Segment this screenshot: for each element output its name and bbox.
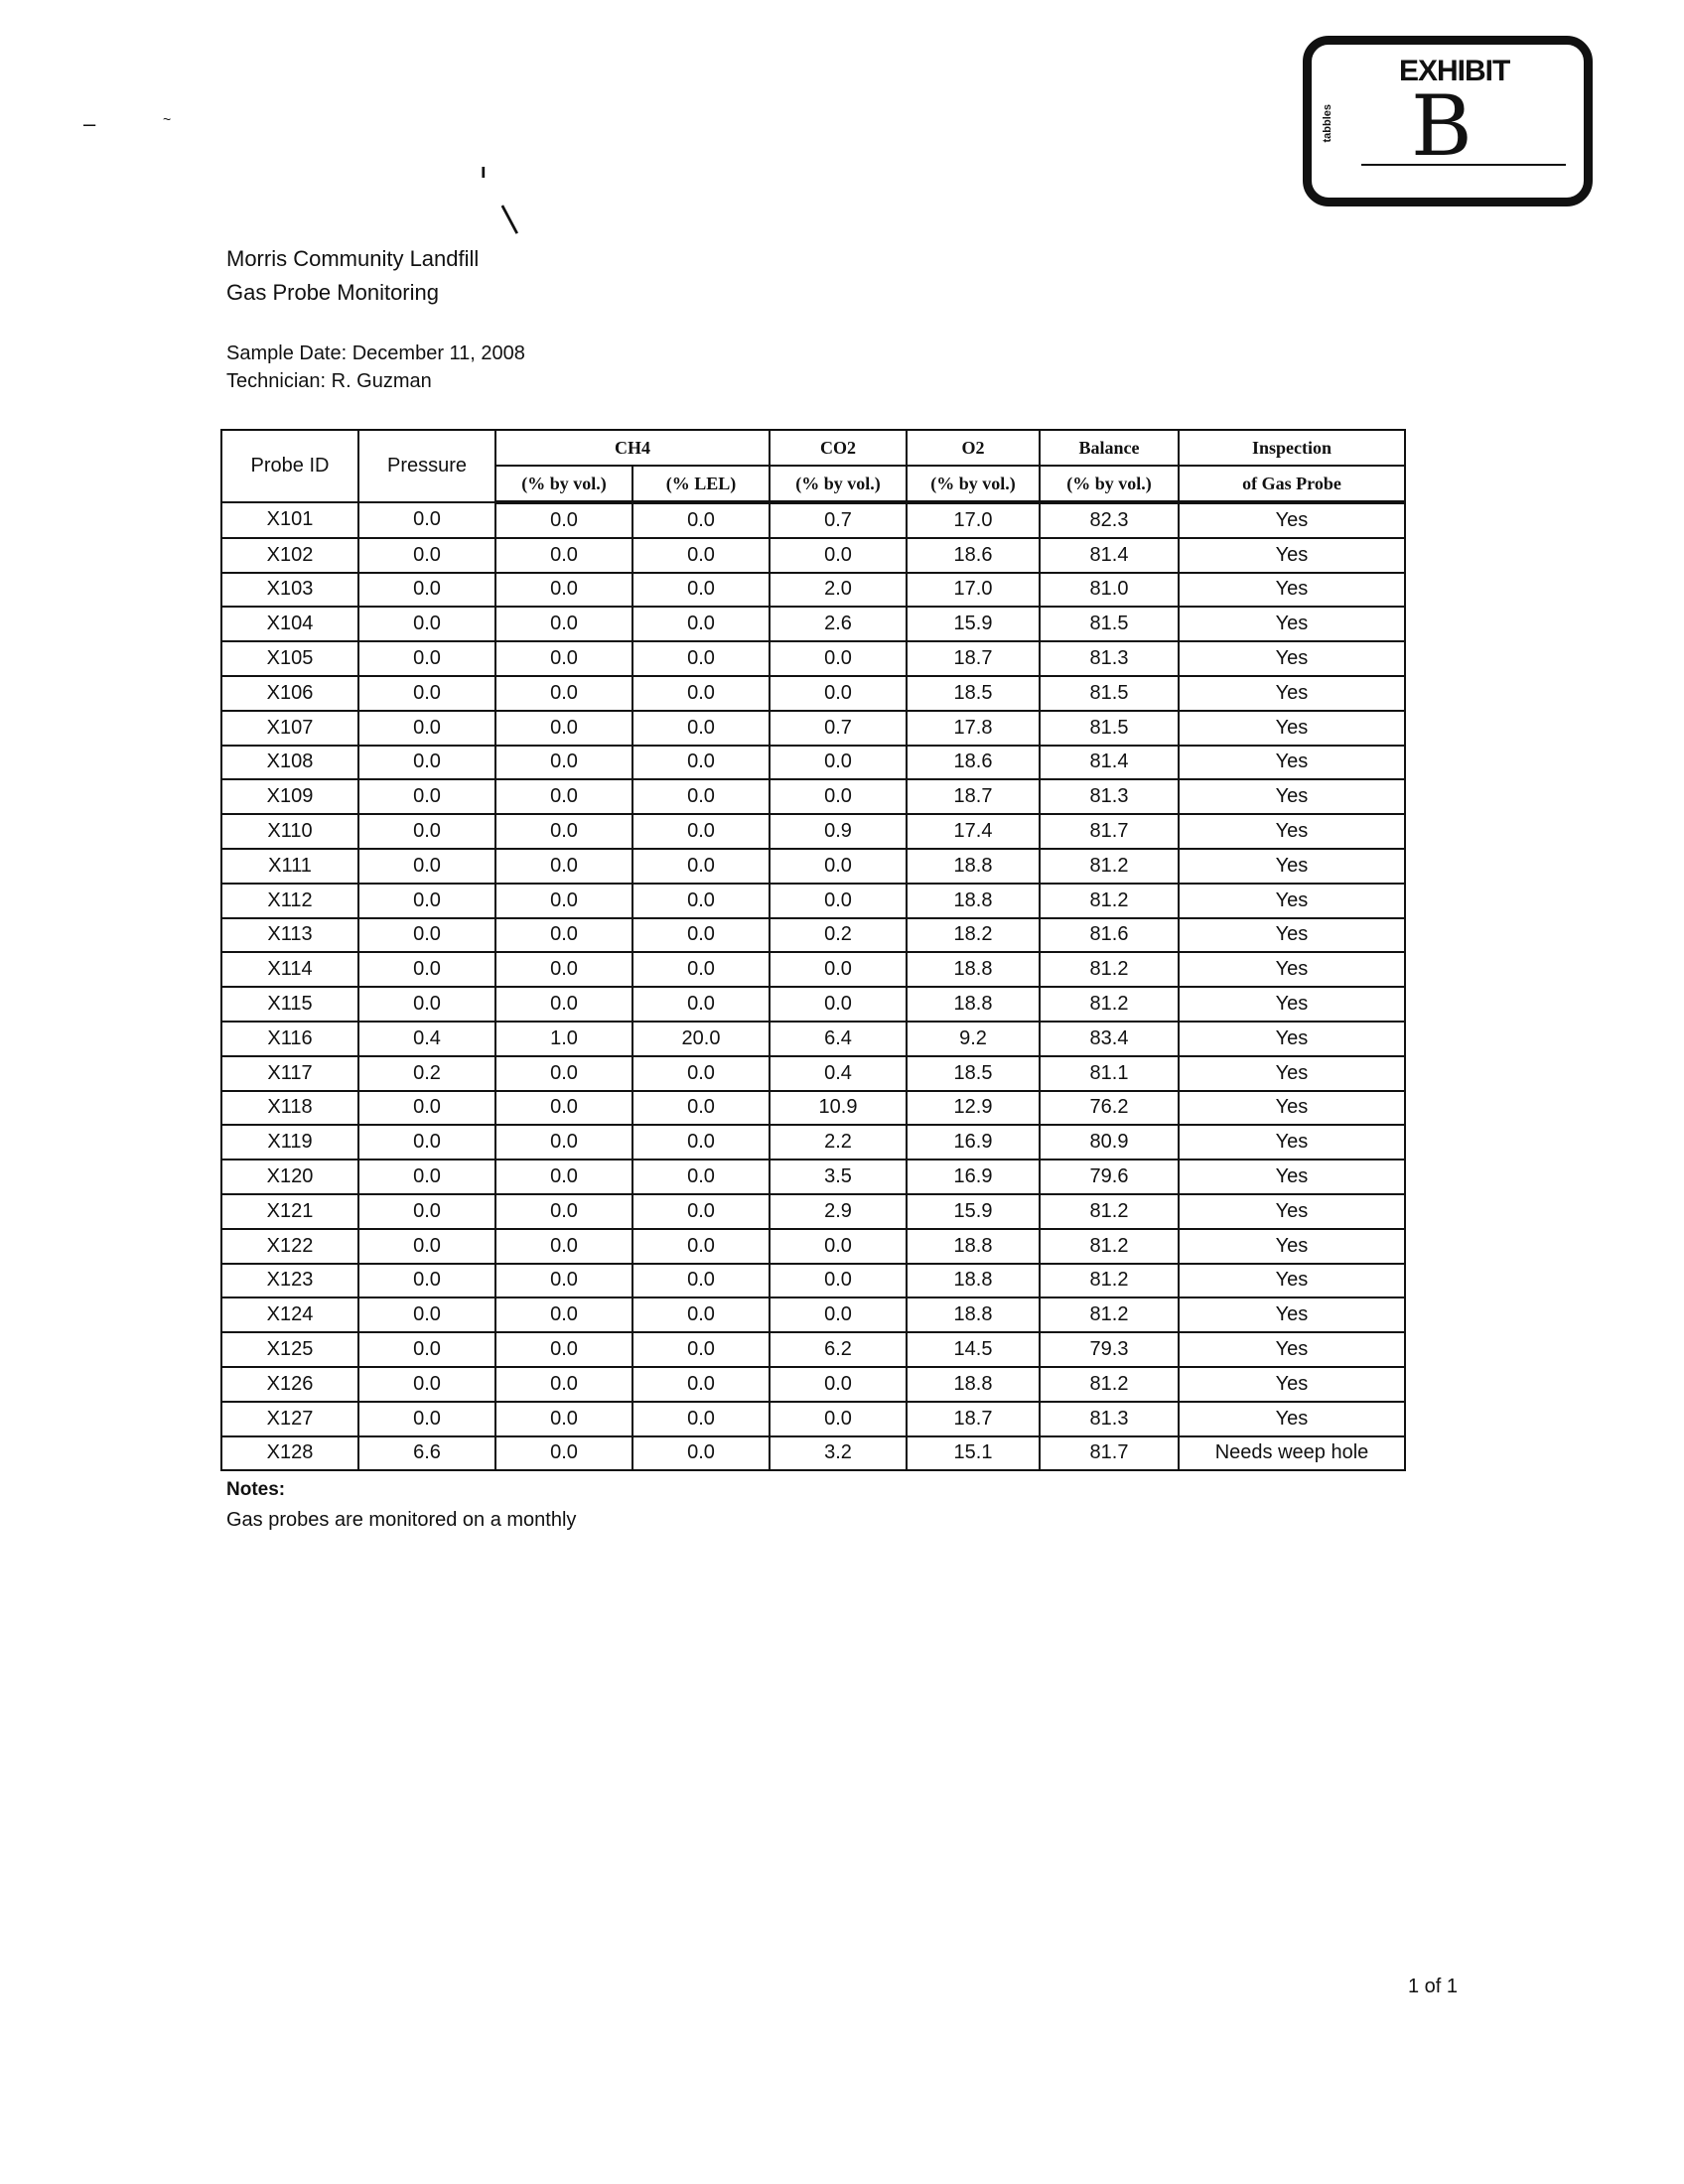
exhibit-title: EXHIBIT [1399,55,1510,87]
cell-co2: 10.9 [770,1091,907,1126]
cell-balance: 81.4 [1040,746,1179,780]
cell-co2: 0.7 [770,711,907,746]
cell-balance: 81.2 [1040,1367,1179,1402]
cell-pressure: 0.0 [358,1160,495,1194]
table-row [221,1194,1405,1229]
cell-pressure: 0.0 [358,1264,495,1298]
cell-ch4-vol: 0.0 [495,1229,632,1264]
cell-probe-id: X108 [221,746,358,780]
cell-inspection: Yes [1179,607,1405,641]
cell-inspection: Yes [1179,1194,1405,1229]
cell-inspection: Yes [1179,1297,1405,1332]
cell-ch4-vol: 0.0 [495,746,632,780]
cell-o2: 16.9 [907,1160,1040,1194]
header-ch4-vol: (% by vol.) [495,466,632,502]
cell-pressure: 0.0 [358,746,495,780]
cell-o2: 18.8 [907,884,1040,918]
cell-ch4-vol: 0.0 [495,918,632,953]
cell-o2: 18.8 [907,1297,1040,1332]
cell-balance: 81.2 [1040,1194,1179,1229]
cell-inspection: Yes [1179,1332,1405,1367]
cell-co2: 2.0 [770,573,907,608]
cell-inspection: Yes [1179,814,1405,849]
cell-co2: 0.2 [770,918,907,953]
cell-balance: 81.2 [1040,1229,1179,1264]
cell-o2: 18.5 [907,676,1040,711]
table-row [221,1160,1405,1194]
cell-ch4-lel: 0.0 [632,814,770,849]
cell-inspection: Yes [1179,1402,1405,1436]
cell-ch4-lel: 0.0 [632,1264,770,1298]
cell-ch4-lel: 0.0 [632,952,770,987]
cell-pressure: 0.0 [358,1125,495,1160]
cell-probe-id: X101 [221,502,358,538]
cell-probe-id: X128 [221,1436,358,1471]
table-row [221,607,1405,641]
cell-inspection: Yes [1179,746,1405,780]
cell-o2: 17.8 [907,711,1040,746]
cell-ch4-vol: 0.0 [495,814,632,849]
cell-pressure: 0.0 [358,1091,495,1126]
cell-ch4-vol: 0.0 [495,711,632,746]
cell-balance: 81.3 [1040,779,1179,814]
table-row [221,1125,1405,1160]
table-row [221,573,1405,608]
cell-co2: 0.0 [770,1229,907,1264]
table-row [221,1264,1405,1298]
table-row [221,1436,1405,1471]
cell-co2: 0.0 [770,987,907,1022]
cell-balance: 81.4 [1040,538,1179,573]
header-inspection: Inspection [1179,430,1405,466]
cell-inspection: Yes [1179,849,1405,884]
cell-co2: 2.6 [770,607,907,641]
cell-inspection: Yes [1179,918,1405,953]
exhibit-underline [1361,164,1566,166]
header-pressure: Pressure [358,430,495,502]
cell-co2: 0.0 [770,676,907,711]
cell-balance: 79.3 [1040,1332,1179,1367]
cell-o2: 15.9 [907,1194,1040,1229]
cell-co2: 0.0 [770,1367,907,1402]
cell-ch4-vol: 1.0 [495,1022,632,1056]
cell-co2: 0.0 [770,952,907,987]
cell-pressure: 0.0 [358,1367,495,1402]
cell-ch4-lel: 0.0 [632,676,770,711]
cell-probe-id: X122 [221,1229,358,1264]
cell-probe-id: X115 [221,987,358,1022]
cell-ch4-vol: 0.0 [495,1264,632,1298]
cell-o2: 18.7 [907,641,1040,676]
cell-co2: 0.0 [770,1402,907,1436]
cell-ch4-lel: 0.0 [632,538,770,573]
cell-ch4-vol: 0.0 [495,1194,632,1229]
cell-ch4-vol: 0.0 [495,538,632,573]
cell-ch4-lel: 0.0 [632,1160,770,1194]
cell-inspection: Yes [1179,884,1405,918]
cell-balance: 81.6 [1040,918,1179,953]
cell-pressure: 0.0 [358,849,495,884]
cell-ch4-vol: 0.0 [495,607,632,641]
cell-balance: 81.1 [1040,1056,1179,1091]
table-row [221,1229,1405,1264]
cell-ch4-lel: 0.0 [632,779,770,814]
cell-co2: 0.0 [770,746,907,780]
sample-date-label: Sample Date: [226,342,348,364]
cell-probe-id: X113 [221,918,358,953]
cell-ch4-vol: 0.0 [495,641,632,676]
cell-ch4-vol: 0.0 [495,779,632,814]
cell-o2: 18.2 [907,918,1040,953]
cell-o2: 18.8 [907,1367,1040,1402]
header-co2-vol: (% by vol.) [770,466,907,502]
cell-ch4-lel: 0.0 [632,1436,770,1471]
cell-ch4-lel: 0.0 [632,849,770,884]
sample-date-line [226,340,525,367]
header-o2: O2 [907,430,1040,466]
cell-pressure: 0.2 [358,1056,495,1091]
cell-ch4-vol: 0.0 [495,849,632,884]
table-row [221,1297,1405,1332]
cell-co2: 6.4 [770,1022,907,1056]
cell-probe-id: X109 [221,779,358,814]
header-o2-vol: (% by vol.) [907,466,1040,502]
table-row [221,779,1405,814]
cell-ch4-vol: 0.0 [495,1332,632,1367]
cell-o2: 18.6 [907,746,1040,780]
cell-pressure: 6.6 [358,1436,495,1471]
header-probe-id: Probe ID [221,430,358,502]
cell-probe-id: X124 [221,1297,358,1332]
cell-pressure: 0.0 [358,573,495,608]
table-row [221,538,1405,573]
cell-pressure: 0.4 [358,1022,495,1056]
header-inspection-sub: of Gas Probe [1179,466,1405,502]
cell-co2: 0.7 [770,502,907,538]
pen-mark: | [495,199,522,236]
cell-co2: 0.0 [770,1264,907,1298]
cell-o2: 9.2 [907,1022,1040,1056]
cell-ch4-vol: 0.0 [495,987,632,1022]
table-row [221,952,1405,987]
exhibit-letter: B [1411,77,1473,175]
table-row [221,1367,1405,1402]
cell-pressure: 0.0 [358,711,495,746]
cell-ch4-vol: 0.0 [495,1367,632,1402]
cell-ch4-vol: 0.0 [495,1091,632,1126]
cell-balance: 81.0 [1040,573,1179,608]
cell-co2: 0.0 [770,779,907,814]
table-header-row [221,430,1405,466]
table-row [221,1332,1405,1367]
table-row [221,1402,1405,1436]
cell-ch4-lel: 0.0 [632,1056,770,1091]
cell-pressure: 0.0 [358,952,495,987]
cell-inspection: Yes [1179,987,1405,1022]
cell-probe-id: X112 [221,884,358,918]
cell-inspection: Yes [1179,641,1405,676]
cell-ch4-lel: 0.0 [632,987,770,1022]
header-ch4: CH4 [495,430,770,466]
cell-balance: 81.5 [1040,711,1179,746]
cell-ch4-vol: 0.0 [495,573,632,608]
table-row [221,502,1405,538]
cell-ch4-lel: 0.0 [632,918,770,953]
cell-ch4-vol: 0.0 [495,952,632,987]
cell-inspection: Yes [1179,952,1405,987]
cell-inspection: Yes [1179,711,1405,746]
cell-ch4-vol: 0.0 [495,676,632,711]
cell-ch4-vol: 0.0 [495,884,632,918]
cell-o2: 18.8 [907,849,1040,884]
cell-o2: 18.7 [907,779,1040,814]
cell-pressure: 0.0 [358,987,495,1022]
cell-probe-id: X121 [221,1194,358,1229]
cell-balance: 83.4 [1040,1022,1179,1056]
cell-pressure: 0.0 [358,1229,495,1264]
cell-pressure: 0.0 [358,676,495,711]
table-row [221,884,1405,918]
cell-balance: 81.5 [1040,676,1179,711]
scan-mark: ~ [163,111,172,127]
document-subtitle: Gas Probe Monitoring [226,280,439,305]
cell-ch4-lel: 20.0 [632,1022,770,1056]
technician-value: R. Guzman [331,370,432,392]
cell-ch4-lel: 0.0 [632,1125,770,1160]
cell-o2: 17.0 [907,502,1040,538]
cell-probe-id: X120 [221,1160,358,1194]
cell-probe-id: X105 [221,641,358,676]
cell-co2: 3.2 [770,1436,907,1471]
cell-balance: 80.9 [1040,1125,1179,1160]
table-row [221,918,1405,953]
cell-balance: 81.7 [1040,1436,1179,1471]
cell-ch4-lel: 0.0 [632,1402,770,1436]
cell-ch4-lel: 0.0 [632,711,770,746]
scan-mark: ı [481,161,487,183]
cell-balance: 81.2 [1040,987,1179,1022]
cell-co2: 0.0 [770,641,907,676]
cell-balance: 81.2 [1040,849,1179,884]
cell-probe-id: X117 [221,1056,358,1091]
table-row [221,641,1405,676]
header-balance: Balance [1040,430,1179,466]
cell-balance: 81.2 [1040,1297,1179,1332]
cell-inspection: Yes [1179,1160,1405,1194]
cell-co2: 6.2 [770,1332,907,1367]
cell-ch4-vol: 0.0 [495,1297,632,1332]
cell-pressure: 0.0 [358,779,495,814]
cell-o2: 15.9 [907,607,1040,641]
cell-ch4-lel: 0.0 [632,573,770,608]
cell-co2: 0.0 [770,1297,907,1332]
cell-balance: 81.2 [1040,952,1179,987]
scan-mark: – [83,111,96,136]
cell-ch4-lel: 0.0 [632,502,770,538]
cell-ch4-vol: 0.0 [495,1056,632,1091]
cell-inspection: Yes [1179,502,1405,538]
cell-inspection: Yes [1179,1367,1405,1402]
cell-probe-id: X104 [221,607,358,641]
cell-pressure: 0.0 [358,1194,495,1229]
cell-probe-id: X111 [221,849,358,884]
cell-probe-id: X114 [221,952,358,987]
cell-inspection: Yes [1179,573,1405,608]
cell-balance: 81.5 [1040,607,1179,641]
cell-ch4-lel: 0.0 [632,1194,770,1229]
table-row [221,987,1405,1022]
cell-co2: 0.9 [770,814,907,849]
cell-probe-id: X126 [221,1367,358,1402]
cell-o2: 18.8 [907,1229,1040,1264]
exhibit-side-text: tabbles [1322,104,1333,143]
cell-inspection: Yes [1179,538,1405,573]
cell-pressure: 0.0 [358,502,495,538]
table-row [221,1091,1405,1126]
header-co2: CO2 [770,430,907,466]
cell-co2: 0.0 [770,538,907,573]
exhibit-stamp [1303,36,1593,206]
cell-inspection: Yes [1179,1125,1405,1160]
cell-inspection: Yes [1179,1264,1405,1298]
cell-pressure: 0.0 [358,884,495,918]
cell-probe-id: X107 [221,711,358,746]
cell-probe-id: X116 [221,1022,358,1056]
cell-inspection: Yes [1179,1091,1405,1126]
cell-o2: 18.8 [907,952,1040,987]
cell-balance: 81.3 [1040,641,1179,676]
gas-probe-table [220,429,1406,1471]
cell-o2: 18.8 [907,987,1040,1022]
cell-ch4-lel: 0.0 [632,1297,770,1332]
cell-pressure: 0.0 [358,1297,495,1332]
cell-co2: 2.2 [770,1125,907,1160]
cell-o2: 18.5 [907,1056,1040,1091]
cell-balance: 81.2 [1040,1264,1179,1298]
cell-probe-id: X127 [221,1402,358,1436]
cell-ch4-lel: 0.0 [632,746,770,780]
cell-ch4-vol: 0.0 [495,1160,632,1194]
cell-co2: 0.0 [770,849,907,884]
document-title: Morris Community Landfill [226,246,480,271]
cell-probe-id: X118 [221,1091,358,1126]
sample-date-value: December 11, 2008 [351,342,525,364]
header-ch4-lel: (% LEL) [632,466,770,502]
cell-probe-id: X119 [221,1125,358,1160]
cell-inspection: Yes [1179,1056,1405,1091]
table-row [221,1022,1405,1056]
cell-ch4-vol: 0.0 [495,1125,632,1160]
cell-balance: 81.2 [1040,884,1179,918]
cell-probe-id: X110 [221,814,358,849]
cell-balance: 76.2 [1040,1091,1179,1126]
page-number: 1 of 1 [1408,1976,1459,1997]
cell-o2: 18.8 [907,1264,1040,1298]
cell-ch4-lel: 0.0 [632,884,770,918]
technician-label: Technician: [226,370,327,392]
table-row [221,676,1405,711]
cell-probe-id: X123 [221,1264,358,1298]
cell-pressure: 0.0 [358,1332,495,1367]
cell-o2: 16.9 [907,1125,1040,1160]
cell-pressure: 0.0 [358,607,495,641]
cell-o2: 12.9 [907,1091,1040,1126]
cell-co2: 0.0 [770,884,907,918]
notes-title: Notes: [226,1479,286,1500]
table-row [221,746,1405,780]
cell-ch4-vol: 0.0 [495,1436,632,1471]
cell-balance: 79.6 [1040,1160,1179,1194]
cell-ch4-lel: 0.0 [632,641,770,676]
cell-probe-id: X125 [221,1332,358,1367]
cell-o2: 18.6 [907,538,1040,573]
cell-probe-id: X102 [221,538,358,573]
cell-inspection: Yes [1179,779,1405,814]
technician-line [226,367,432,395]
cell-probe-id: X106 [221,676,358,711]
cell-ch4-lel: 0.0 [632,607,770,641]
cell-co2: 0.4 [770,1056,907,1091]
table-row [221,849,1405,884]
cell-ch4-vol: 0.0 [495,1402,632,1436]
table-body [221,502,1405,1470]
cell-pressure: 0.0 [358,538,495,573]
table-row [221,711,1405,746]
table-row [221,1056,1405,1091]
cell-inspection: Yes [1179,1229,1405,1264]
cell-co2: 2.9 [770,1194,907,1229]
cell-ch4-lel: 0.0 [632,1332,770,1367]
cell-inspection: Needs weep hole [1179,1436,1405,1471]
cell-o2: 17.0 [907,573,1040,608]
cell-co2: 3.5 [770,1160,907,1194]
notes-text: Gas probes are monitored on a monthly [226,1509,577,1531]
cell-pressure: 0.0 [358,641,495,676]
cell-ch4-lel: 0.0 [632,1229,770,1264]
cell-ch4-lel: 0.0 [632,1091,770,1126]
table-row [221,814,1405,849]
cell-inspection: Yes [1179,1022,1405,1056]
cell-o2: 14.5 [907,1332,1040,1367]
cell-probe-id: X103 [221,573,358,608]
cell-ch4-vol: 0.0 [495,502,632,538]
cell-o2: 15.1 [907,1436,1040,1471]
cell-pressure: 0.0 [358,1402,495,1436]
cell-o2: 17.4 [907,814,1040,849]
cell-pressure: 0.0 [358,814,495,849]
cell-balance: 81.7 [1040,814,1179,849]
cell-balance: 81.3 [1040,1402,1179,1436]
cell-pressure: 0.0 [358,918,495,953]
cell-balance: 82.3 [1040,502,1179,538]
cell-inspection: Yes [1179,676,1405,711]
header-balance-vol: (% by vol.) [1040,466,1179,502]
cell-o2: 18.7 [907,1402,1040,1436]
cell-ch4-lel: 0.0 [632,1367,770,1402]
